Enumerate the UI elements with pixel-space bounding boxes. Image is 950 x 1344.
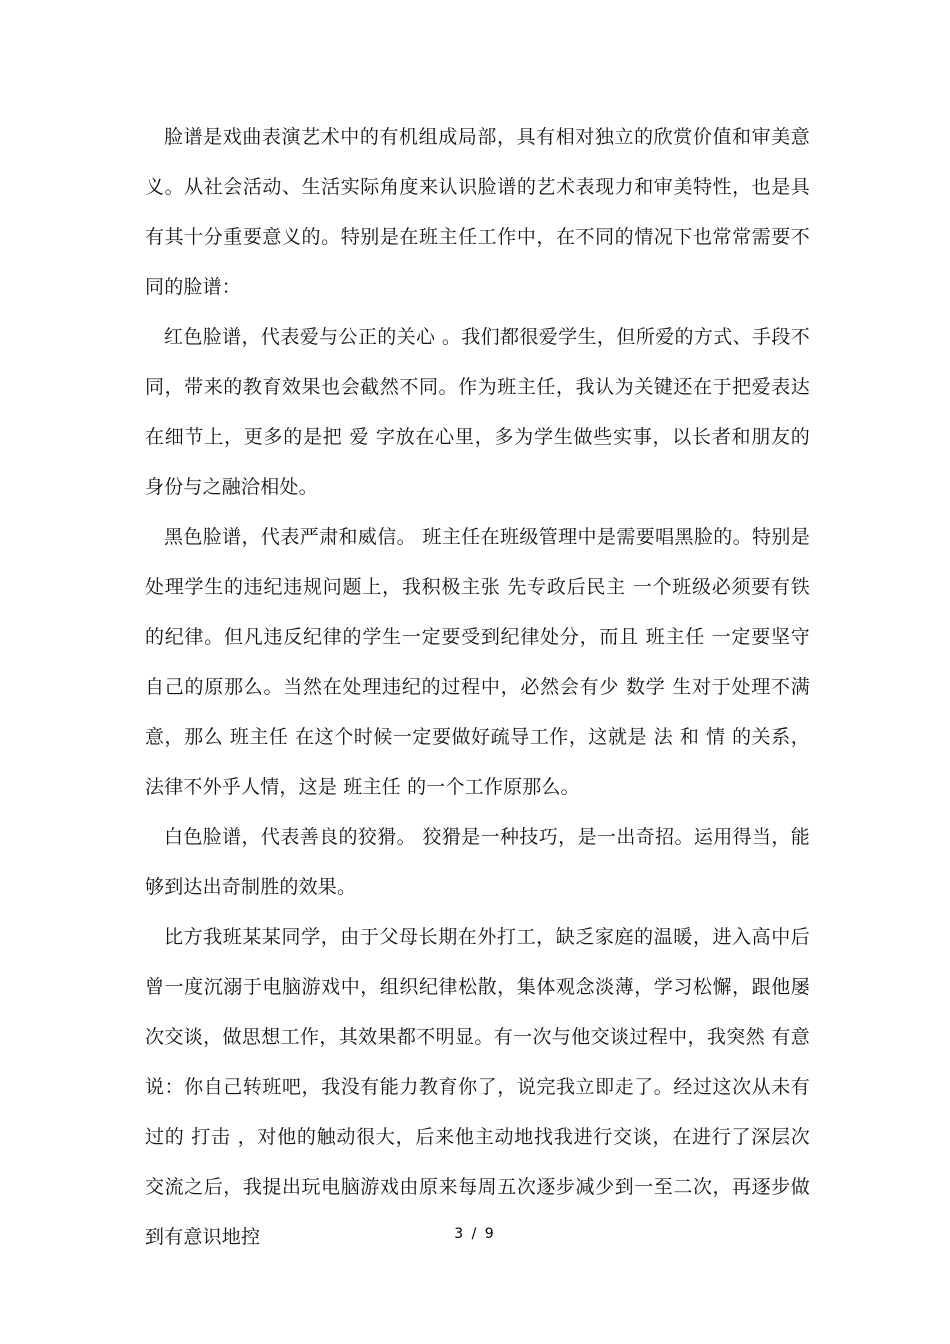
- paragraph-intro: 脸谱是戏曲表演艺术中的有机组成局部，具有相对独立的欣赏价值和审美意义。从社会活动、生活实际角度来认识脸谱的艺术表现力和审美特性，也是具有其十分重要意义的。特别是在班主任工作中，在不同的情况下也常常需要不同的脸谱：: [145, 126, 810, 298]
- paragraph-red-mask: 红色脸谱，代表爱与公正的关心 。我们都很爱学生，但所爱的方式、手段不同，带来的教育效果也会截然不同。作为班主任，我认为关键还在于把爱表达在细节上，更多的是把 爱 字放在心里，多为学生做些实事，以长者和朋友的身份与之融洽相处。: [145, 326, 810, 498]
- document-body: [145, 112, 810, 1262]
- page-number: 3 / 9: [454, 1226, 496, 1242]
- paragraph-white-mask: 白色脸谱，代表善良的狡猾。 狡猾是一种技巧，是一出奇招。运用得当，能够到达出奇制胜的效果。: [145, 826, 810, 898]
- paragraph-example: 比方我班某某同学，由于父母长期在外打工，缺乏家庭的温暖，进入高中后曾一度沉溺于电脑游戏中，组织纪律松散，集体观念淡薄，学习松懈，跟他屡次交谈，做思想工作，其效果都不明显。有一次与他交谈过程中，我突然 有意 说：你自己转班吧，我没有能力教育你了，说完我立即走了。经过这次从未有过的 打击 ，对他的触动很大，后来他主动地找我进行交谈，在进行了深层次交流之后，我提出玩电脑游戏由原来每周五次逐步减少到一至二次，再逐步做到有意识地控: [145, 926, 810, 1248]
- paragraph-black-mask: 黑色脸谱，代表严肃和威信。 班主任在班级管理中是需要唱黑脸的。特别是处理学生的违纪违规问题上，我积极主张 先专政后民主 一个班级必须要有铁的纪律。但凡违反纪律的学生一定要受到纪律处分，而且 班主任 一定要坚守自己的原那么。当然在处理违纪的过程中，必然会有少 数学 生对于处理不满意，那么 班主任 在这个时候一定要做好疏导工作，这就是 法 和 情 的关系，法律不外乎人情，这是 班主任 的一个工作原那么。: [145, 526, 810, 798]
